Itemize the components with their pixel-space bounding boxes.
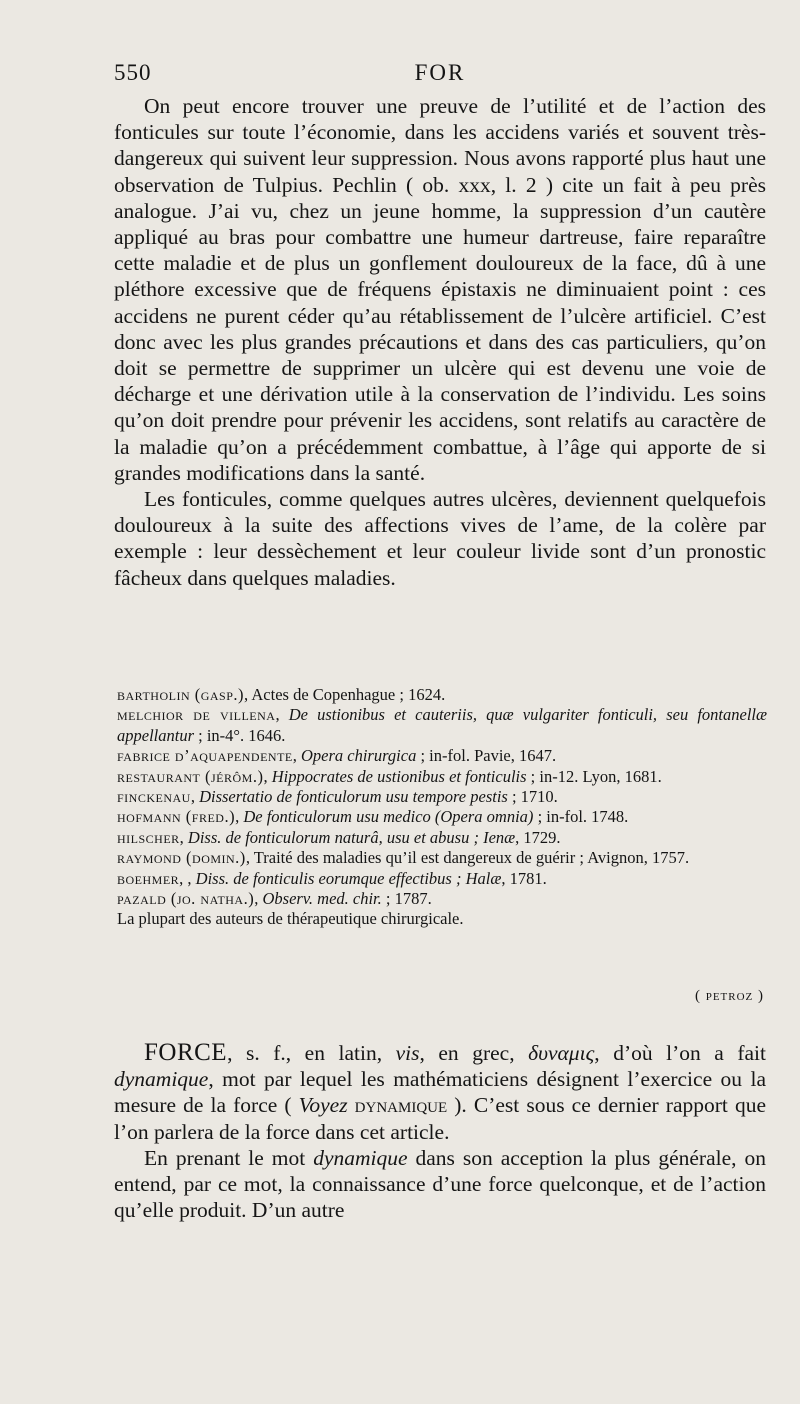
text-run: dans son acception la plus générale, on entend, par ce mot, la connaissance d’une force quelconque, et de l’action qu’elle produit. D’un autre [114,1145,766,1223]
reference-entry [117,787,767,807]
paragraph [114,1145,766,1224]
separator: , [245,848,254,868]
reference-author: hofmann (fred.) [117,807,236,827]
reference-details: Traité des maladies qu’il est dangereux de guérir ; Avignon, 1757. [253,848,690,868]
text-run: , d’où l’on a fait [594,1041,766,1065]
page-number: 550 [114,60,152,85]
reference-author: restaurant (jérôm.) [117,766,264,786]
reference-entry [117,685,767,705]
see-also-label: Voyez [298,1093,348,1118]
reference-author: melchior de villena [117,705,276,725]
separator: , [263,766,272,786]
separator: , [254,889,263,909]
reference-entry [117,705,767,746]
author-signature: ( petroz ) [694,988,764,1004]
separator: , [179,827,188,847]
separator: , [235,807,244,827]
reference-details: Actes de Copenhague ; 1624. [251,685,446,704]
term: dynamique [313,1145,408,1170]
reference-entry [117,869,767,889]
reference-entry [117,807,767,827]
reference-entry [117,909,767,929]
reference-details: ; in-fol. Pavie, 1647. [416,746,557,766]
reference-title: De fonticulorum usu medico (Opera omnia) [243,807,534,827]
reference-details: ; 1787. [381,889,432,909]
reference-author: bartholin (gasp.) [117,685,245,704]
text-run: , mot par lequel les mathématiciens désignent l’exercice ou la mesure de la force ( [114,1067,766,1118]
reference-author: pazald (jo. natha.) [117,889,255,909]
reference-title: Dissertatio de fonticulorum usu tempore pestis [199,787,508,807]
reference-title: Diss. de fonticulis eorumque effectibus ; Halæ [195,868,502,888]
reference-details: La plupart des auteurs de thérapeutique chirurgicale. [117,909,464,929]
reference-details: ; in-fol. 1748. [533,807,629,827]
reference-entry [117,767,767,787]
separator: , , [179,868,196,888]
separator: , [190,787,200,807]
reference-title: Hippocrates de ustionibus et fonticulis [271,766,527,786]
separator: , [275,705,289,725]
greek-word: δυναμις [528,1041,595,1065]
reference-author: finckenau [117,787,191,807]
reference-title: Diss. de fonticulorum naturâ, usu et abusu ; Ienæ [187,827,516,847]
running-head: FOR [414,60,466,85]
reference-details: ; in-4°. 1646. [194,725,286,745]
text-run: En prenant le mot [144,1145,314,1170]
reference-entry [117,889,767,909]
paragraph [114,1040,766,1145]
paragraph: Les fonticules, comme quelques autres ulcères, deviennent quelquefois douloureux à la suite des affections vives de l’ame, de la colère par exemple : leur dessèchement et leur couleur livide sont d’un pronostic fâcheux dans quelques maladies. [114,487,766,590]
reference-title: Observ. med. chir. [262,889,382,909]
reference-author: hilscher [117,827,180,847]
separator: , [244,685,252,704]
page-header [114,60,766,90]
entry-headword: FORCE [144,1039,228,1066]
reference-author: raymond (domin.) [117,848,246,868]
entry-force [114,1040,766,1223]
text-run: ). C’est sous ce dernier rapport que l’on parlera de la force dans cet article. [114,1093,766,1144]
latin-word: vis [395,1041,420,1065]
reference-entry [117,828,767,848]
reference-entry [117,746,767,766]
reference-details: , 1729. [515,827,561,847]
paragraph: On peut encore trouver une preuve de l’utilité et de l’action des fonticules sur toute l’économie, dans les accidens variés et souvent très-dangereux qui suivent leur suppression. Nous avons rapporté plus haut une observation de Tulpius. Pechlin ( ob. xxx, l. 2 ) cite un fait à peu près analogue. J’ai vu, chez un jeune homme, la suppression d’un cautère appliqué au bras pour combattre une humeur dartreuse, faire reparaître cette maladie et de plus un gonflement douloureux de la face, dû à une pléthore excessive que de fréquens épistaxis ne diminuaient point : ces accidens ne purent céder qu’au rétablissement de l’ulcère artificiel. C’est donc avec les plus grandes précautions et dans des cas particuliers, qu’on doit se permettre de supprimer un ulcère qui est devenu une voie de décharge et une dérivation utile à la conservation de l’individu. Les soins qu’on doit prendre pour prévenir les accidens, sont relatifs au caractère de la maladie qu’on a précédemment combattue, à l’âge qui apporte de si grandes modifications dans la santé. [114,94,766,485]
reference-details: , 1781. [501,868,547,888]
separator: , [292,746,301,766]
reference-author: fabrice d’aquapendente [117,746,293,766]
term: dynamique [114,1067,209,1092]
reference-entry [117,848,767,868]
reference-title: Opera chirurgica [300,746,417,766]
text-run: , s. f., en latin, [227,1041,396,1065]
cross-reference: dynamique [354,1093,448,1118]
text-run: , en grec, [419,1041,529,1065]
article-body-top [114,93,766,591]
reference-title: De ustionibus et cauteriis, quæ vulgariter fonticuli, seu fontanellæ appellantur [117,705,768,745]
reference-details: ; in-12. Lyon, 1681. [526,766,662,786]
reference-author: boehmer [117,868,180,888]
reference-details: ; 1710. [507,787,558,807]
bibliography [117,685,767,930]
